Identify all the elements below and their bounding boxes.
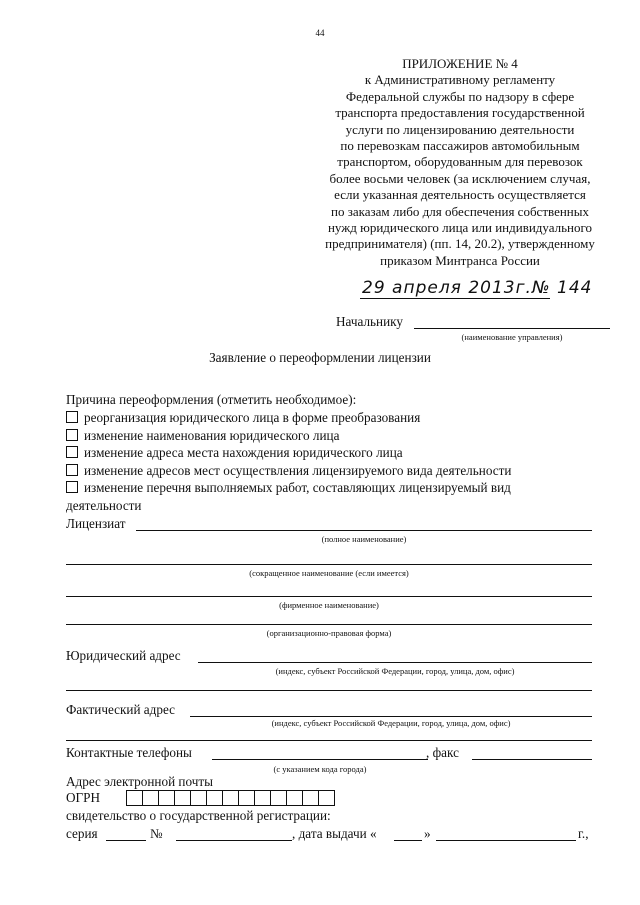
ogrn-label: ОГРН — [66, 790, 101, 805]
quote-close: » — [424, 826, 431, 841]
phones-label: Контактные телефоны — [66, 745, 192, 760]
licensee-short-line[interactable] — [66, 564, 592, 565]
appendix-line: транспорта предоставления государственной — [335, 105, 585, 121]
appendix-line: к Административному регламенту — [364, 72, 556, 88]
ogrn-cell[interactable] — [222, 790, 238, 806]
appendix-line: если указанная деятельность осуществляется — [334, 187, 586, 203]
phones-line[interactable] — [212, 759, 428, 760]
reason-option-3[interactable] — [66, 445, 403, 461]
month-year-line[interactable] — [436, 840, 576, 841]
series-line[interactable] — [106, 840, 146, 841]
ogrn-cell[interactable] — [158, 790, 174, 806]
legal-address-line-2[interactable] — [66, 690, 592, 691]
licensee-form-line[interactable] — [66, 624, 592, 625]
reason-option-1[interactable] — [66, 410, 420, 426]
reason-option-5-cont: деятельности — [66, 498, 142, 513]
legal-address-caption: (индекс, субъект Российской Федерации, город, улица, дом, офис) — [275, 666, 515, 676]
reason-label: изменение перечня выполняемых работ, составляющих лицензируемый вид — [84, 480, 511, 495]
day-line[interactable] — [394, 840, 422, 841]
addressee-line[interactable] — [414, 328, 610, 329]
actual-address-line[interactable] — [190, 716, 592, 717]
checkbox[interactable] — [66, 411, 78, 423]
checkbox[interactable] — [66, 446, 78, 458]
fax-line[interactable] — [472, 759, 592, 760]
checkbox[interactable] — [66, 481, 78, 493]
ogrn-cell[interactable] — [174, 790, 190, 806]
caption-full-name: (полное наименование) — [321, 534, 407, 544]
ogrn-cell[interactable] — [206, 790, 222, 806]
year-suffix: г., — [578, 826, 589, 841]
ogrn-cell[interactable] — [254, 790, 270, 806]
number-line[interactable] — [176, 840, 292, 841]
reasons-heading: Причина переоформления (отметить необходимое): — [66, 392, 357, 407]
appendix-line: транспортом, оборудованным для перевозок — [337, 154, 583, 170]
appendix-lines — [300, 72, 620, 269]
fax-label: , факс — [426, 745, 459, 760]
ogrn-cell[interactable] — [286, 790, 302, 806]
reason-label: изменение наименования юридического лица — [84, 427, 340, 443]
appendix-line: более восьми человек (за исключением случая, — [329, 170, 591, 186]
registration-label: свидетельство о государственной регистрации: — [66, 808, 331, 823]
page-number: 44 — [315, 28, 325, 38]
actual-address-line-2[interactable] — [66, 740, 592, 741]
reason-option-2[interactable] — [66, 428, 339, 444]
appendix-line: Федеральной службы по надзору в сфере — [345, 88, 575, 104]
date-label: , дата выдачи « — [292, 826, 377, 841]
handwritten-date: 29 апреля 2013г.№ 144 — [362, 278, 593, 298]
email-label: Адрес электронной почты — [66, 774, 213, 789]
ogrn-cell[interactable] — [270, 790, 286, 806]
addressee-caption: (наименование управления) — [461, 332, 563, 342]
appendix-line: по перевозкам пассажиров автомобильным — [340, 138, 580, 154]
ogrn-cells[interactable] — [126, 790, 335, 806]
addressee-label: Начальнику — [336, 314, 403, 329]
caption-brand-name: (фирменное наименование) — [279, 600, 379, 610]
appendix-line: приказом Минтранса России — [380, 252, 540, 268]
ogrn-cell[interactable] — [318, 790, 335, 806]
legal-address-line[interactable] — [198, 662, 592, 663]
actual-address-caption: (индекс, субъект Российской Федерации, город, улица, дом, офис) — [271, 718, 511, 728]
licensee-label: Лицензиат — [66, 516, 126, 531]
checkbox[interactable] — [66, 464, 78, 476]
actual-address-label: Фактический адрес — [66, 702, 176, 717]
caption-short-name: (сокращенное наименование (если имеется) — [249, 568, 409, 578]
licensee-full-line[interactable] — [136, 530, 592, 531]
licensee-brand-line[interactable] — [66, 596, 592, 597]
reason-label: изменение адреса места нахождения юридического лица — [84, 445, 403, 461]
caption-legal-form: (организационно-правовая форма) — [266, 628, 392, 638]
legal-address-label: Юридический адрес — [66, 648, 181, 663]
appendix-title: ПРИЛОЖЕНИЕ № 4 — [402, 56, 518, 71]
reason-label: изменение адресов мест осуществления лицензируемого вида деятельности — [84, 462, 512, 478]
ogrn-cell[interactable] — [126, 790, 142, 806]
reason-label: реорганизация юридического лица в форме преобразования — [84, 410, 421, 425]
reason-option-4[interactable] — [66, 463, 511, 479]
date-underline — [360, 298, 550, 299]
phones-caption: (с указанием кода города) — [273, 764, 367, 774]
series-label: серия — [66, 826, 98, 841]
ogrn-cell[interactable] — [190, 790, 206, 806]
appendix-header — [300, 56, 620, 269]
form-title: Заявление о переоформлении лицензии — [209, 350, 431, 365]
ogrn-cell[interactable] — [238, 790, 254, 806]
reason-option-5[interactable] — [66, 480, 511, 496]
checkbox[interactable] — [66, 429, 78, 441]
appendix-line: услуги по лицензированию деятельности — [345, 121, 575, 137]
number-label: № — [150, 826, 163, 841]
ogrn-cell[interactable] — [142, 790, 158, 806]
appendix-line: по заказам либо для обеспечения собственных — [330, 203, 589, 219]
appendix-line: предпринимателя) (пп. 14, 20.2), утвержденному — [325, 236, 595, 252]
ogrn-cell[interactable] — [302, 790, 318, 806]
appendix-line: нужд юридического лица или индивидуального — [327, 220, 593, 236]
